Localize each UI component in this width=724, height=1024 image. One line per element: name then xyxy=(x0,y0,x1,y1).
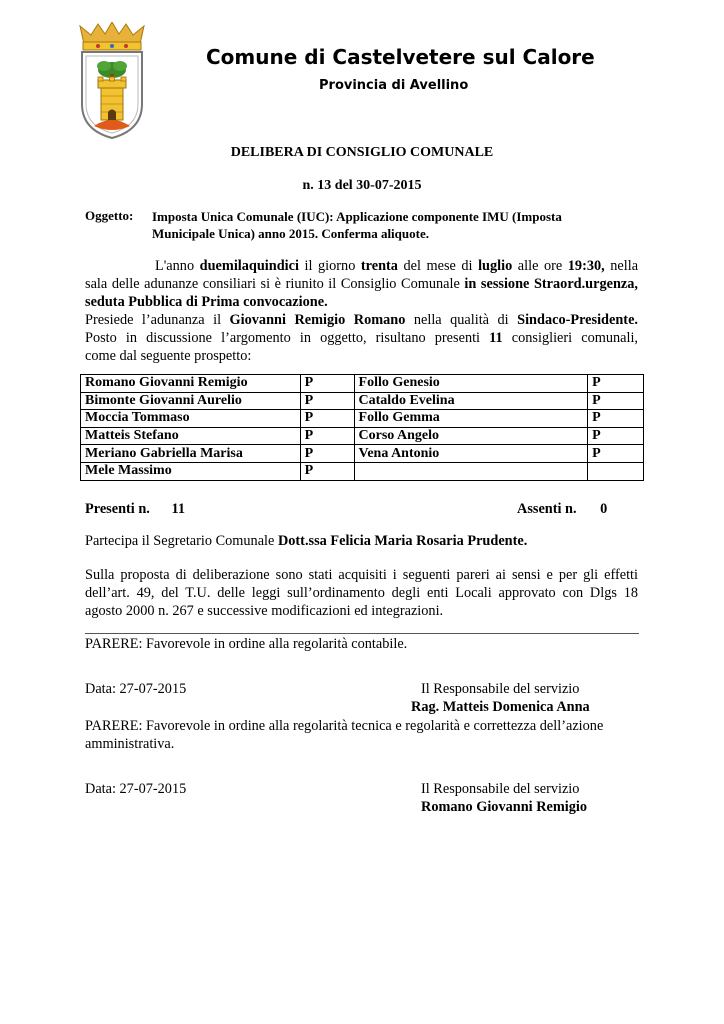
parere-tecnico-role: Il Responsabile del servizio xyxy=(421,781,580,797)
presence-table xyxy=(80,374,644,481)
intro-line-2 xyxy=(85,275,638,293)
pareri-intro xyxy=(85,566,638,620)
divider xyxy=(85,633,639,634)
councillor-status: P xyxy=(300,410,354,428)
intro-month: luglio xyxy=(478,258,513,274)
councillor-status: P xyxy=(588,427,644,445)
document-number: n. 13 del 30-07-2015 xyxy=(302,178,422,193)
table-row xyxy=(81,410,644,428)
councillor-name: Matteis Stefano xyxy=(81,427,301,445)
intro-president-name: Giovanni Remigio Romano xyxy=(229,312,406,328)
oggetto-line: Municipale Unica) anno 2015. Conferma aliquote. xyxy=(152,226,429,241)
councillor-name: Meriano Gabriella Marisa xyxy=(81,445,301,463)
present-label: Presenti n. xyxy=(85,501,150,517)
intro-present-count: 11 xyxy=(489,330,503,346)
pareri-line: agosto 2000 n. 267 e successive modificazioni ed integrazioni. xyxy=(85,603,444,619)
councillor-status: P xyxy=(300,392,354,410)
municipality-title: Comune di Castelvetere sul Calore xyxy=(206,45,595,69)
intro-text: Presiede l’adunanza il xyxy=(85,312,222,328)
pareri-line: dell’art. 49, del T.U. delle leggi sull’ordinamento degli enti Locali approvato con Dlgs 18 xyxy=(85,585,638,601)
councillor-status: P xyxy=(300,445,354,463)
councillor-status: P xyxy=(300,427,354,445)
absent-value: 0 xyxy=(600,501,608,517)
intro-session: in sessione Straord.urgenza, xyxy=(464,276,638,292)
oggetto-label: Oggetto: xyxy=(85,208,134,223)
councillor-name: Moccia Tommaso xyxy=(81,410,301,428)
table-row xyxy=(81,375,644,393)
councillor-status: P xyxy=(588,392,644,410)
councillor-status: P xyxy=(588,445,644,463)
intro-line-3: seduta Pubblica di Prima convocazione. xyxy=(85,294,328,310)
parere-contabile-signatory: Rag. Matteis Domenica Anna xyxy=(411,699,590,715)
table-row xyxy=(81,427,644,445)
intro-paragraph xyxy=(85,257,638,365)
table-row xyxy=(81,462,644,480)
presence-table-body xyxy=(81,375,644,481)
councillor-name: Mele Massimo xyxy=(81,462,301,480)
councillor-name: Romano Giovanni Remigio xyxy=(81,375,301,393)
present-value: 11 xyxy=(171,501,185,517)
intro-time: 19:30, xyxy=(567,258,605,274)
intro-text: Posto in discussione l’argomento in oggetto, risultano presenti xyxy=(85,330,481,346)
parere-tecnico-signatory: Romano Giovanni Remigio xyxy=(421,799,588,815)
councillor-status: P xyxy=(588,410,644,428)
absent-total xyxy=(517,500,607,518)
parere-contabile: PARERE: Favorevole in ordine alla regolarità contabile. xyxy=(85,636,408,652)
intro-line-4 xyxy=(85,311,638,329)
intro-text: nella qualità di xyxy=(413,312,509,328)
intro-text: consiglieri comunali, xyxy=(511,330,639,346)
intro-year: duemilaquindici xyxy=(199,258,299,274)
parere-tecnico-line: amministrativa. xyxy=(85,736,175,752)
province-subtitle: Provincia di Avellino xyxy=(319,78,469,93)
councillor-name: Cataldo Evelina xyxy=(354,392,588,410)
intro-text: alle ore xyxy=(517,258,563,274)
councillor-status xyxy=(588,462,644,480)
oggetto-line: Imposta Unica Comunale (IUC): Applicazione componente IMU (Imposta xyxy=(152,209,562,224)
intro-line-5 xyxy=(85,329,638,347)
parere-contabile-role: Il Responsabile del servizio xyxy=(421,681,580,697)
document-title: DELIBERA DI CONSIGLIO COMUNALE xyxy=(230,145,494,160)
councillor-name: Follo Genesio xyxy=(354,375,588,393)
parere-tecnico-line: PARERE: Favorevole in ordine alla regolarità tecnica e regolarità e correttezza dell’azione xyxy=(85,718,604,734)
table-row xyxy=(81,392,644,410)
intro-text: sala delle adunanze consiliari si è riunito il Consiglio Comunale xyxy=(85,276,460,292)
councillor-name: Corso Angelo xyxy=(354,427,588,445)
secretary-name: Dott.ssa Felicia Maria Rosaria Prudente. xyxy=(277,533,528,549)
intro-line-6: come dal seguente prospetto: xyxy=(85,348,252,364)
councillor-name: Vena Antonio xyxy=(354,445,588,463)
intro-line-1 xyxy=(85,257,638,275)
parere-tecnico xyxy=(85,717,638,753)
intro-text: nella xyxy=(610,258,639,274)
councillor-status: P xyxy=(300,375,354,393)
councillor-status: P xyxy=(300,462,354,480)
table-row xyxy=(81,445,644,463)
parere-tecnico-date: Data: 27-07-2015 xyxy=(85,781,187,797)
intro-text: il giorno xyxy=(304,258,356,274)
present-total xyxy=(85,500,185,518)
intro-text: del mese di xyxy=(403,258,473,274)
intro-text: L'anno xyxy=(155,258,195,274)
councillor-name: Bimonte Giovanni Aurelio xyxy=(81,392,301,410)
secretary-line xyxy=(85,532,527,550)
coat-of-arms-icon xyxy=(74,22,150,140)
intro-day: trenta xyxy=(360,258,398,274)
councillor-status: P xyxy=(588,375,644,393)
councillor-name xyxy=(354,462,588,480)
absent-label: Assenti n. xyxy=(517,501,577,517)
secretary-text: Partecipa il Segretario Comunale xyxy=(85,533,275,549)
councillor-name: Follo Gemma xyxy=(354,410,588,428)
oggetto-text xyxy=(152,208,582,242)
pareri-line: Sulla proposta di deliberazione sono stati acquisiti i seguenti pareri ai sensi e per gli effetti xyxy=(85,567,638,583)
parere-contabile-date: Data: 27-07-2015 xyxy=(85,681,187,697)
intro-president-role: Sindaco-Presidente. xyxy=(517,312,638,328)
